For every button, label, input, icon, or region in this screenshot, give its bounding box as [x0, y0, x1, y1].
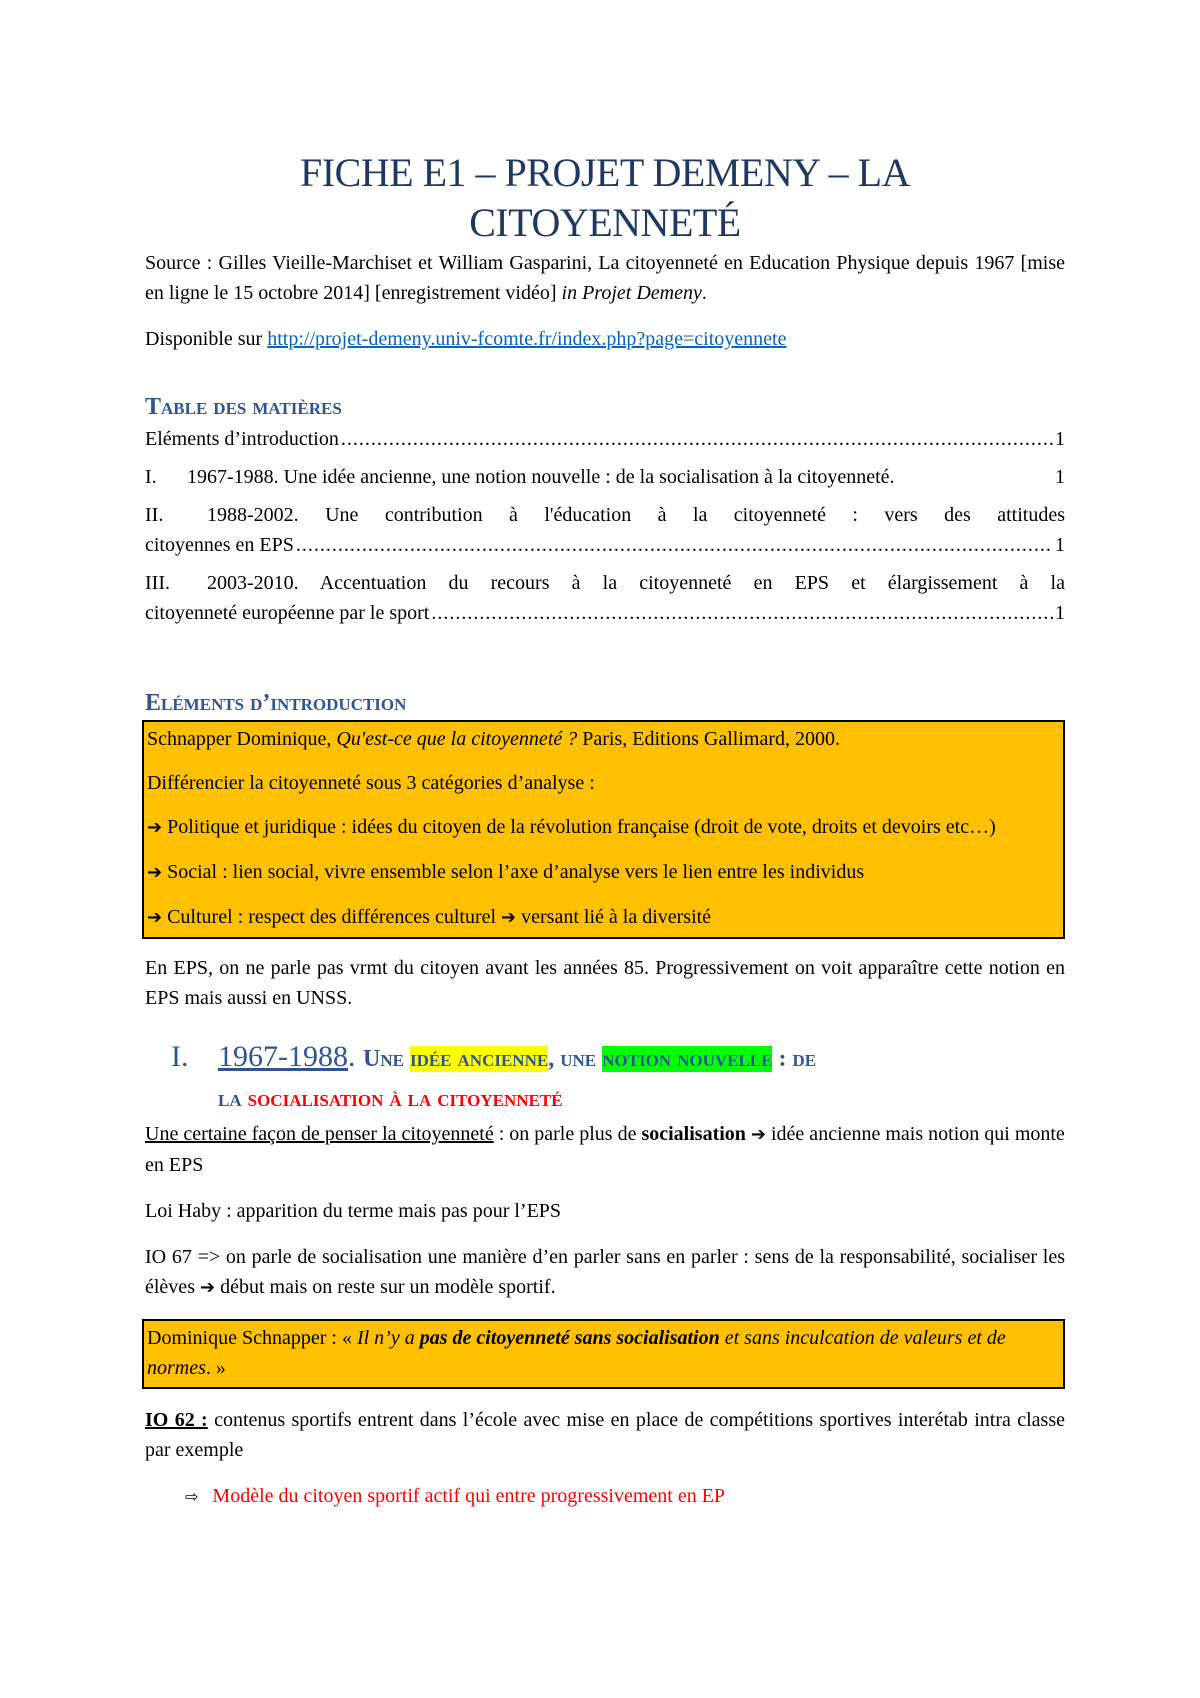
toc-entry-text: 1967-1988. Une idée ancienne, une notion nouvelle : de la socialisation à la citoyenneté.: [187, 466, 895, 488]
arrow-right-icon: ➔: [501, 907, 517, 928]
source-end: .: [701, 282, 707, 304]
source-italic: in Projet Demeny: [561, 282, 702, 304]
text: . »: [205, 1357, 226, 1379]
text: Il n’y a: [356, 1327, 420, 1349]
box-item-text: Culturel : respect des différences culturel: [167, 906, 502, 928]
section-1-paragraph-2: Loi Haby : apparition du terme mais pas pour l’EPS: [145, 1200, 562, 1222]
underlined-phrase: Une certaine façon de penser la citoyenneté: [145, 1123, 494, 1145]
section-1-heading: [145, 1037, 1065, 1119]
box-lead: Différencier la citoyenneté sous 3 catégories d’analyse :: [147, 772, 595, 794]
toc-page-number: 1: [1055, 534, 1065, 556]
quote-text: [147, 1323, 1053, 1383]
section-word: Une: [363, 1046, 410, 1072]
text: Dominique Schnapper : «: [147, 1327, 357, 1349]
toc-entry-text: Eléments d’introduction: [145, 428, 339, 450]
toc-entry-intro[interactable]: [145, 424, 1065, 454]
toc-leader: [296, 530, 1053, 560]
toc-entry-number: I.: [145, 466, 157, 488]
toc-page-number: 1: [1055, 428, 1065, 450]
toc-entry-section-3[interactable]: [145, 568, 1065, 628]
intro-highlight-box: [142, 720, 1065, 939]
section-years: 1967-1988: [218, 1040, 348, 1073]
text: contenus sportifs entrent dans l’école avec mise en place de compétitions sportives interétab intra classe par exemple: [145, 1409, 1066, 1461]
box-item-text: Politique et juridique : idées du citoyen de la révolution française (droit de vote, droits et devoirs etc…): [167, 816, 996, 838]
ref-end: Paris, Editions Gallimard, 2000.: [577, 728, 841, 750]
arrow-right-icon: ➔: [750, 1124, 766, 1145]
toc-leader: [341, 424, 1053, 454]
ref-title: Qu'est-ce que la citoyenneté ?: [336, 728, 578, 750]
toc-entry-text-cont: citoyennes en EPS: [145, 534, 294, 556]
text: IO 67 => on parle de socialisation une manière d’en parler sans en parler : sens de la responsabilité, socialiser les élèves: [145, 1246, 1065, 1298]
toc-page-number: 1: [1055, 602, 1065, 624]
text: début mais on reste sur un modèle sportif.: [215, 1276, 556, 1298]
document-body: [145, 148, 1065, 1512]
toc-leader: [431, 598, 1053, 628]
text: : on parle plus de: [493, 1123, 642, 1145]
section-word: de: [792, 1046, 817, 1072]
section-red-part: socialisation à la citoyenneté: [247, 1086, 563, 1112]
arrow-right-icon: ➔: [147, 817, 163, 838]
io62-label: IO 62 :: [145, 1409, 208, 1431]
text: idée ancienne mais notion qui monte en EPS: [145, 1123, 1065, 1176]
box-item-1: [147, 812, 1053, 843]
toc-entry-text-cont: citoyenneté européenne par le sport: [145, 602, 430, 624]
section-1-paragraph-1: [145, 1119, 1065, 1180]
source-text: Source : Gilles Vieille-Marchiset et William Gasparini, La citoyenneté en Education Physique depuis 1967 [mise en ligne le 15 octobre 2014] [enregistrement vidéo]: [145, 252, 1065, 304]
section-colon: :: [772, 1046, 793, 1072]
toc-entry-number: II.: [145, 504, 164, 526]
bold-socialisation: socialisation: [641, 1123, 746, 1145]
text: et sans inculcation de valeurs et de normes: [147, 1327, 1006, 1379]
intro-heading: Eléments d’introduction: [145, 690, 407, 716]
arrow-right-icon: ➔: [147, 862, 163, 883]
highlight-notion-nouvelle: notion nouvelle: [602, 1046, 773, 1072]
section-word: une: [560, 1046, 603, 1072]
box-item-text: Social : lien social, vivre ensemble selon l’axe d’analyse vers le lien entre les individus: [167, 861, 865, 883]
io62-paragraph: [145, 1405, 1065, 1465]
box-item-text: versant lié à la diversité: [521, 906, 712, 928]
page-title: [145, 148, 1065, 248]
toc-entry-section-1[interactable]: [145, 462, 1065, 492]
section-number: I.: [171, 1040, 189, 1073]
source-link[interactable]: http://projet-demeny.univ-fcomte.fr/index.php?page=citoyennete: [267, 328, 787, 350]
quote-bold: pas de citoyenneté sans socialisation: [419, 1327, 720, 1349]
arrow-right-icon: ➔: [147, 907, 163, 928]
box-item-3: [147, 902, 1053, 933]
box-reference: [147, 724, 1053, 754]
ref-author: Schnapper Dominique,: [147, 728, 337, 750]
source-paragraph: [145, 248, 1065, 308]
highlight-idee-ancienne: idée ancienne: [409, 1046, 549, 1072]
toc-heading: Table des matières: [145, 394, 342, 420]
available-label: Disponible sur: [145, 328, 268, 350]
toc-entry-text: 1988-2002. Une contribution à l'éducation à la citoyenneté : vers des attitudes: [207, 504, 1065, 526]
title-line-2: CITOYENNETÉ: [469, 200, 741, 245]
title-line-1: FICHE E1 – PROJET DEMENY – LA: [300, 150, 910, 195]
section-comma: ,: [548, 1046, 561, 1072]
toc-entry-number: III.: [145, 572, 170, 594]
section-word: la: [218, 1086, 248, 1112]
bullet-text: Modèle du citoyen sportif actif qui entre progressivement en EP: [212, 1485, 726, 1507]
quote-box: [142, 1319, 1065, 1389]
bullet-item: [145, 1481, 1065, 1512]
section-1-paragraph-3: [145, 1242, 1065, 1303]
arrow-right-icon: ➔: [199, 1277, 216, 1298]
toc-entry-text: 2003-2010. Accentuation du recours à la citoyenneté en EPS et élargissement à la: [207, 572, 1065, 594]
box-item-2: [147, 857, 1053, 888]
arrow-outline-icon: ⇨: [185, 1487, 199, 1506]
toc-entry-section-2[interactable]: [145, 500, 1065, 560]
intro-after-paragraph: En EPS, on ne parle pas vrmt du citoyen avant les années 85. Progressivement on voit apparaître cette notion en EPS mais aussi en UNSS.: [145, 957, 1065, 1009]
section-dot: .: [348, 1040, 363, 1073]
toc-page-number: 1: [1055, 466, 1065, 488]
available-paragraph: [145, 324, 1065, 354]
